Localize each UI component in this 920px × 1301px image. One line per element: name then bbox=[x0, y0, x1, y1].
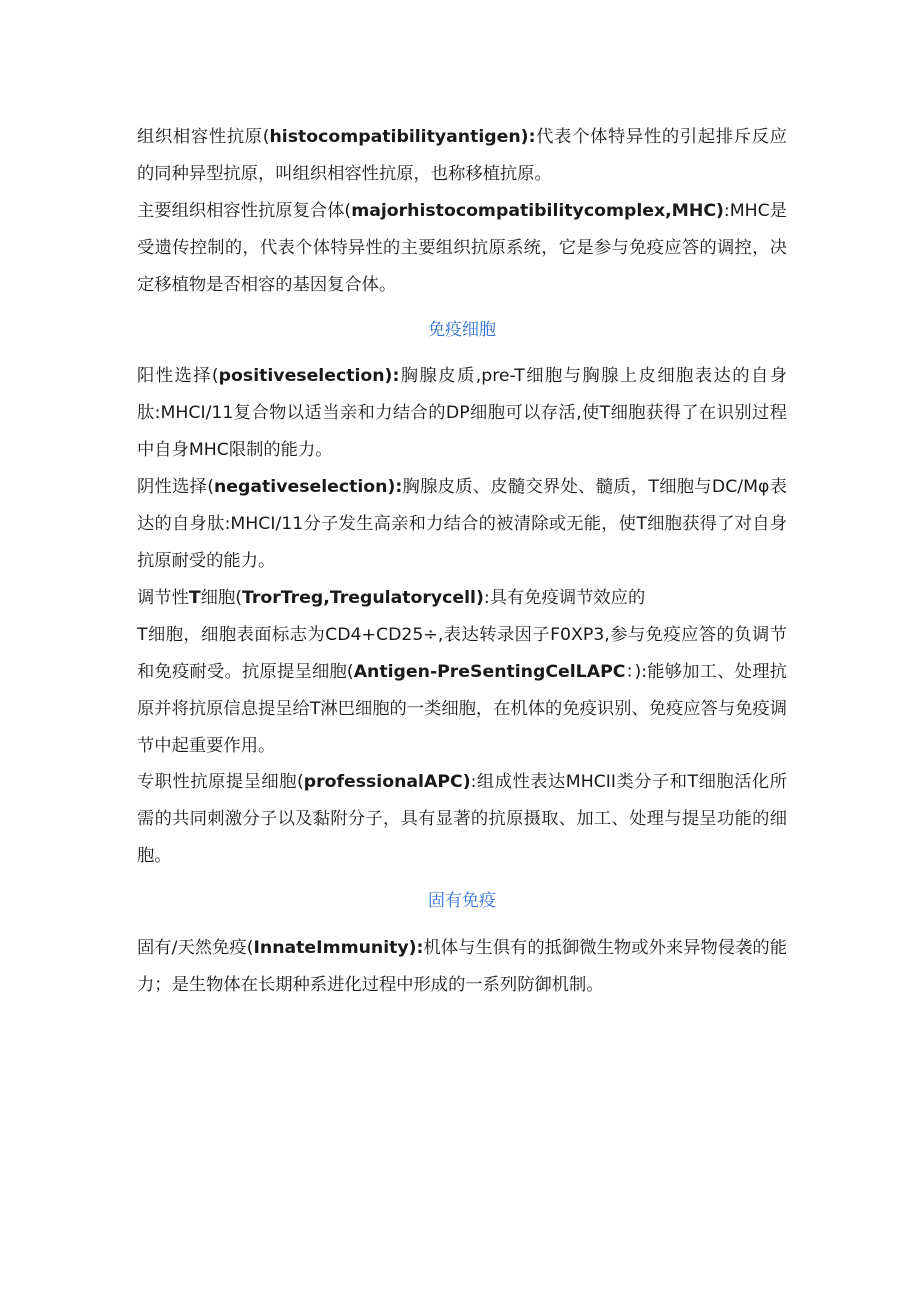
term-bold: Antigen-PreSentingCelLAPC bbox=[353, 661, 626, 682]
term-bold: negativeselection): bbox=[213, 477, 403, 498]
paragraph-mid: 细胞( bbox=[200, 587, 242, 608]
term-bold: TrorTreg,Tregulatorycell) bbox=[241, 587, 484, 608]
paragraph-prefix: 固有/天然免疫( bbox=[137, 938, 254, 959]
paragraph-histocompatibility-antigen bbox=[137, 119, 787, 193]
term-bold: professionalAPC) bbox=[303, 772, 471, 793]
term-bold: histocompatibilityantigen): bbox=[269, 127, 536, 147]
term-bold-t: T bbox=[188, 587, 201, 608]
paragraph-body: 机体与生俱有的抵御微生物或外来异物侵袭的能力；是生物体在长期种系进化过程中形成的一系列防御机制。 bbox=[137, 938, 787, 995]
paragraph-body: :MHC是受遗传控制的，代表个体特异性的主要组织抗原系统，它是参与免疫应答的调控，决定移植物是否相容的基因复合体。 bbox=[137, 200, 788, 295]
section-heading-immune-cells: 免疫细胞 bbox=[428, 319, 496, 340]
paragraph-body: :具有免疫调节效应的 bbox=[483, 587, 646, 608]
paragraph-body: ：):能够加工、处理抗原并将抗原信息提呈给T淋巴细胞的一类细胞，在机体的免疫识别、免疫应答与免疫调节中起重要作用。 bbox=[137, 661, 788, 756]
term-bold: InnateImmunity): bbox=[253, 938, 424, 959]
paragraph-innate-immunity bbox=[137, 930, 787, 1004]
paragraph-body: :组成性表达MHCII类分子和T细胞活化所需的共同刺激分子以及黏附分子，具有显著的抗原摄取、加工、处理与提呈功能的细胞。 bbox=[137, 772, 787, 867]
paragraph-body: 胸腺皮质、皮髓交界处、髓质，T细胞与DC/Mφ表达的自身肽:MHCI/11分子发生高亲和力结合的被清除或无能，使T细胞获得了对自身抗原耐受的能力。 bbox=[137, 477, 787, 571]
paragraph-positive-selection bbox=[137, 358, 787, 469]
paragraph-negative-selection bbox=[137, 469, 787, 580]
paragraph-prefix: 阴性选择( bbox=[137, 477, 214, 498]
paragraph-body: 胸腺皮质,pre-T细胞与胸腺上皮细胞表达的自身肽:MHCI/11复合物以适当亲和力结合的DP细胞可以存活,使T细胞获得了在识别过程中自身MHC限制的能力。 bbox=[137, 366, 787, 461]
paragraph-prefix: 调节性 bbox=[137, 587, 189, 608]
section-heading-innate-immunity: 固有免疫 bbox=[428, 891, 496, 912]
term-bold: positiveselection): bbox=[218, 366, 400, 387]
paragraph-professional-apc bbox=[137, 764, 787, 875]
paragraph-body: 代表个体特异性的引起排斥反应的同种异型抗原，叫组织相容性抗原，也称移植抗原。 bbox=[137, 127, 787, 184]
paragraph-prefix: 组织相容性抗原( bbox=[137, 127, 270, 147]
paragraph-regulatory-t-cell bbox=[137, 580, 787, 617]
paragraph-mhc bbox=[137, 193, 787, 304]
paragraph-prefix: 专职性抗原提呈细胞( bbox=[137, 772, 304, 793]
document-content bbox=[137, 119, 787, 1004]
paragraph-prefix: 阳性选择( bbox=[137, 366, 219, 387]
term-bold: majorhistocompatibilitycomplex,MHC) bbox=[351, 200, 724, 221]
paragraph-prefix: T细胞，细胞表面标志为CD4+CD25÷,表达转录因子F0XP3,参与免疫应答的负调节和免疫耐受。抗原提呈细胞( bbox=[137, 624, 787, 682]
paragraph-prefix: 主要组织相容性抗原复合体( bbox=[137, 200, 352, 221]
paragraph-t-cell-apc bbox=[137, 617, 787, 765]
